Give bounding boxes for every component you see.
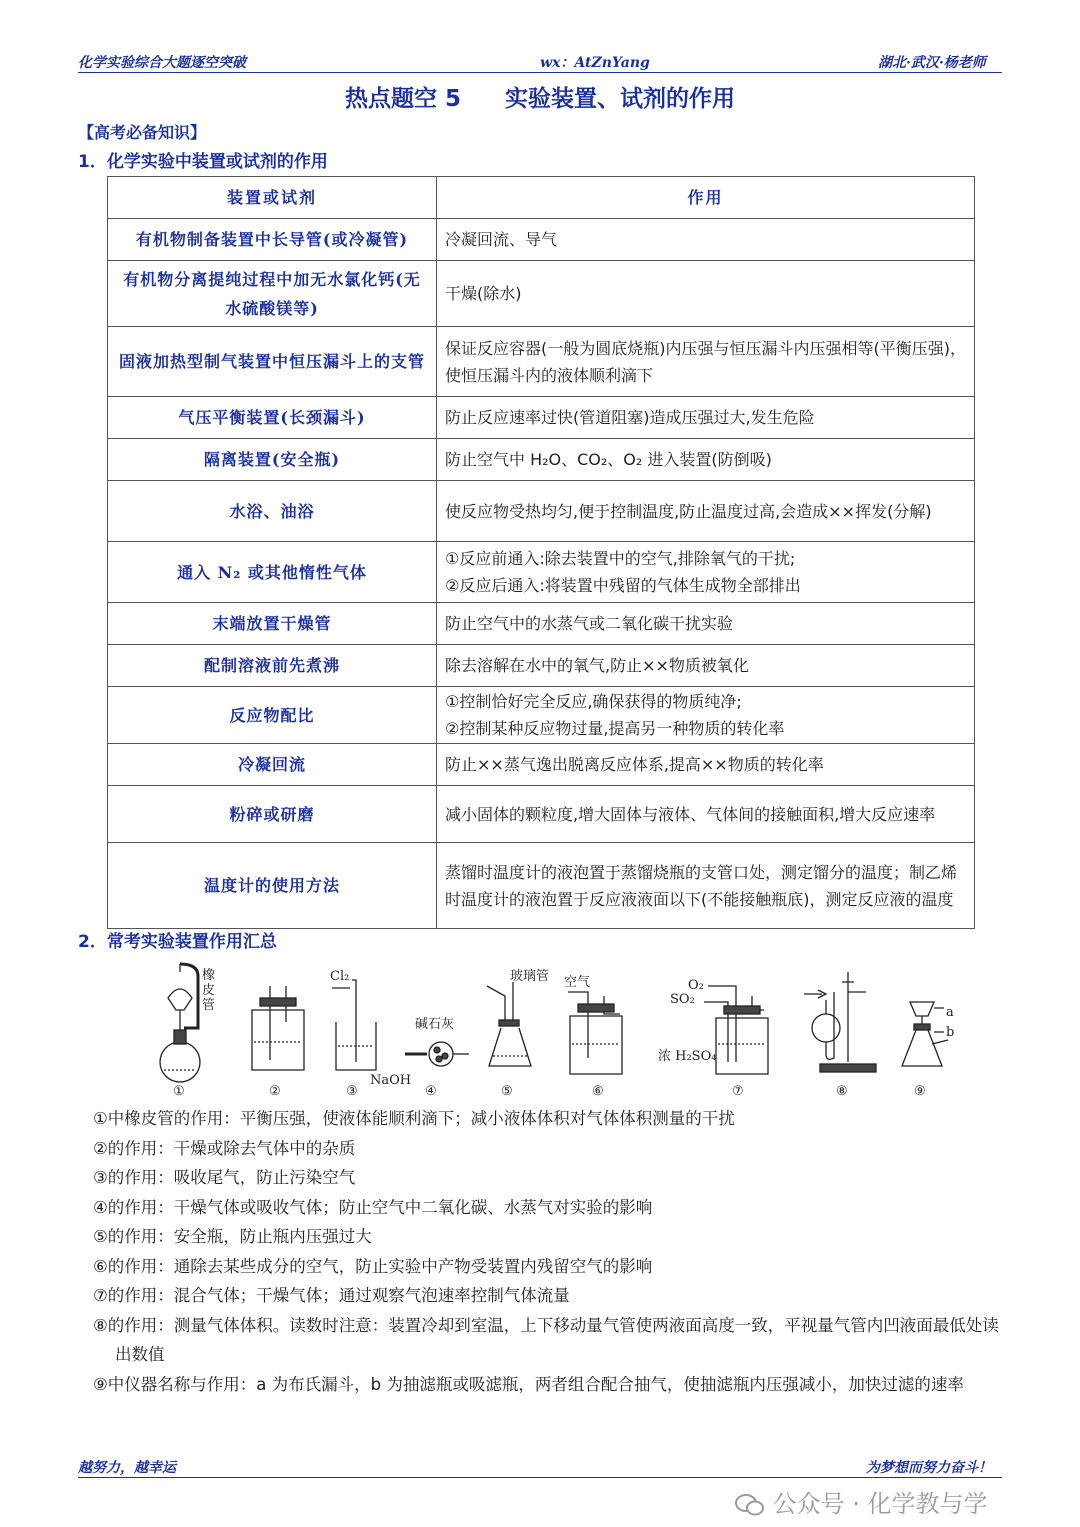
table-cell-effect: 使反应物受热均匀,便于控制温度,防止温度过高,会造成××挥发(分解) [437,481,975,542]
header-rule [78,72,1002,73]
table-row [108,481,975,542]
fig-num: ⑧ [836,1084,848,1099]
table-row [108,542,975,603]
fig-num: ⑨ [914,1084,926,1099]
apparatus-2 [252,986,304,1099]
fig-num: ④ [425,1084,437,1099]
table-row [108,843,975,929]
table-row [108,327,975,397]
table-cell-effect: 蒸馏时温度计的液泡置于蒸馏烧瓶的支管口处，测定馏分的温度；制乙烯时温度计的液泡置于反应液液面以下(不能接触瓶底)，测定反应液的温度 [437,843,975,929]
label-so2: SO₂ [670,992,695,1007]
watermark-text: 公众号 · 化学教与学 [772,1490,988,1518]
table-header: 装置或试剂 [108,177,437,219]
table-row [108,261,975,327]
title-part1: 热点题空 5 [344,86,461,112]
apparatus-1 [160,964,215,1099]
table-cell-item: 温度计的使用方法 [108,843,437,929]
note-item: ③的作用：吸收尾气，防止污染空气 [93,1168,356,1187]
table-header-row [108,177,975,219]
label-conc-h2so4: 浓 H₂SO₄ [658,1049,717,1064]
table-cell-effect: 冷凝回流、导气 [437,219,975,261]
label-a: a [946,1005,954,1020]
table-cell-effect: 干燥(除水) [437,261,975,327]
label-soda-lime: 碱石灰 [415,1017,455,1032]
table-row [108,744,975,786]
knowledge-tag: 【高考必备知识】 [78,123,207,142]
apparatus-8 [804,972,876,1099]
table-cell-item: 水浴、油浴 [108,481,437,542]
wechat-icon [735,1493,765,1517]
table-row [108,439,975,481]
table-cell-item: 通入 N₂ 或其他惰性气体 [108,542,437,603]
label-rubber-tube: 橡皮管 [202,968,216,1013]
header-right: 湖北·武汉·杨老师 [878,55,986,71]
label-o2: O₂ [688,978,704,993]
table-cell-item: 固液加热型制气装置中恒压漏斗上的支管 [108,327,437,397]
table-cell-item: 反应物配比 [108,687,437,744]
table-cell-effect: 防止空气中 H₂O、CO₂、O₂ 进入装置(防倒吸) [437,439,975,481]
apparatus-7 [658,978,768,1099]
fig-num: ⑤ [501,1084,513,1099]
watermark [735,1484,988,1519]
section2-heading: 2．常考实验装置作用汇总 [78,932,277,952]
label-naoh: NaOH [370,1073,412,1088]
apparatus-9 [902,1002,954,1099]
apparatus-3 [330,969,411,1099]
table-cell-item: 粉碎或研磨 [108,786,437,843]
table-cell-effect: 保证反应容器(一般为圆底烧瓶)内压强与恒压漏斗内压强相等(平衡压强)，使恒压漏斗内的液体顺利滴下 [437,327,975,397]
table-row [108,603,975,645]
table-cell-item: 冷凝回流 [108,744,437,786]
notes-list [93,1104,1013,1399]
note-item: ②的作用：干燥或除去气体中的杂质 [93,1138,356,1158]
table-cell-effect: 减小固体的颗粒度,增大固体与液体、气体间的接触面积,增大反应速率 [437,786,975,843]
note-item: ⑤的作用：安全瓶，防止瓶内压强过大 [93,1227,372,1246]
table-row [108,645,975,687]
header-center: wx：AtZnYang [540,55,650,71]
label-cl2: Cl₂ [330,969,350,984]
table-row [108,397,975,439]
note-item: ④的作用：干燥气体或吸收气体；防止空气中二氧化碳、水蒸气对实验的影响 [93,1197,653,1217]
table-cell-effect: 除去溶解在水中的氧气,防止××物质被氧化 [437,645,975,687]
header-left: 化学实验综合大题逐空突破 [78,55,246,71]
note-item: ⑦的作用：混合气体；干燥气体；通过观察气泡速率控制气体流量 [93,1286,570,1305]
table-cell-item: 末端放置干燥管 [108,603,437,645]
label-air: 空气 [564,975,591,990]
apparatus-6 [564,974,622,1099]
note-item: ⑥的作用：通除去某些成分的空气，防止实验中产物受装置内残留空气的影响 [93,1256,653,1276]
label-b: b [946,1025,955,1040]
fig-num: ① [173,1084,185,1099]
apparatus-5 [487,968,549,1099]
table-row [108,219,975,261]
table-cell-effect: 防止××蒸气逸出脱离反应体系,提高××物质的转化率 [437,744,975,786]
table-cell-item: 配制溶液前先煮沸 [108,645,437,687]
footer-rule [78,1477,1002,1478]
table-header: 作用 [437,177,975,219]
table-cell-item: 有机物制备装置中长导管(或冷凝管) [108,219,437,261]
title-part2: 实验装置、试剂的作用 [505,86,735,112]
note-item: ⑨中仪器名称与作用：a 为布氏漏斗，b 为抽滤瓶或吸滤瓶，两者组合配合抽气，使抽滤瓶内压强减小，加快过滤的速率 [93,1374,964,1394]
footer-left: 越努力，越幸运 [78,1460,176,1476]
knowledge-table [107,176,975,929]
table-cell-item: 隔离装置(安全瓶) [108,439,437,481]
apparatus-figure [150,962,955,1102]
table-cell-effect: ①控制恰好完全反应,确保获得的物质纯净; ②控制某种反应物过量,提高另一种物质的转化率 [437,687,975,744]
note-item: ⑧的作用：测量气体体积。读数时注意：装置冷却到室温，上下移动量气管使两液面高度一致，平视量气管内凹液面最低处读出数值 [93,1315,999,1364]
fig-num: ⑦ [732,1084,744,1099]
table-cell-effect: ①反应前通入:除去装置中的空气,排除氧气的干扰; ②反应后通入:将装置中残留的气体生成物全部排出 [437,542,975,603]
table-cell-effect: 防止反应速率过快(管道阻塞)造成压强过大,发生危险 [437,397,975,439]
page-title [0,80,1080,113]
fig-num: ③ [346,1084,358,1099]
label-glass-tube: 玻璃管 [510,969,550,984]
table-cell-item: 有机物分离提纯过程中加无水氯化钙(无水硫酸镁等) [108,261,437,327]
note-item: ①中橡皮管的作用：平衡压强，使液体能顺利滴下；减小液体体积对气体体积测量的干扰 [93,1109,735,1128]
footer-right: 为梦想而努力奋斗！ [866,1460,992,1476]
fig-num: ② [269,1084,281,1099]
apparatus-4 [405,1017,469,1099]
fig-num: ⑥ [592,1084,604,1099]
table-cell-effect: 防止空气中的水蒸气或二氧化碳干扰实验 [437,603,975,645]
section1-heading: 1．化学实验中装置或试剂的作用 [78,152,328,172]
table-row [108,687,975,744]
table-cell-item: 气压平衡装置(长颈漏斗) [108,397,437,439]
table-row [108,786,975,843]
